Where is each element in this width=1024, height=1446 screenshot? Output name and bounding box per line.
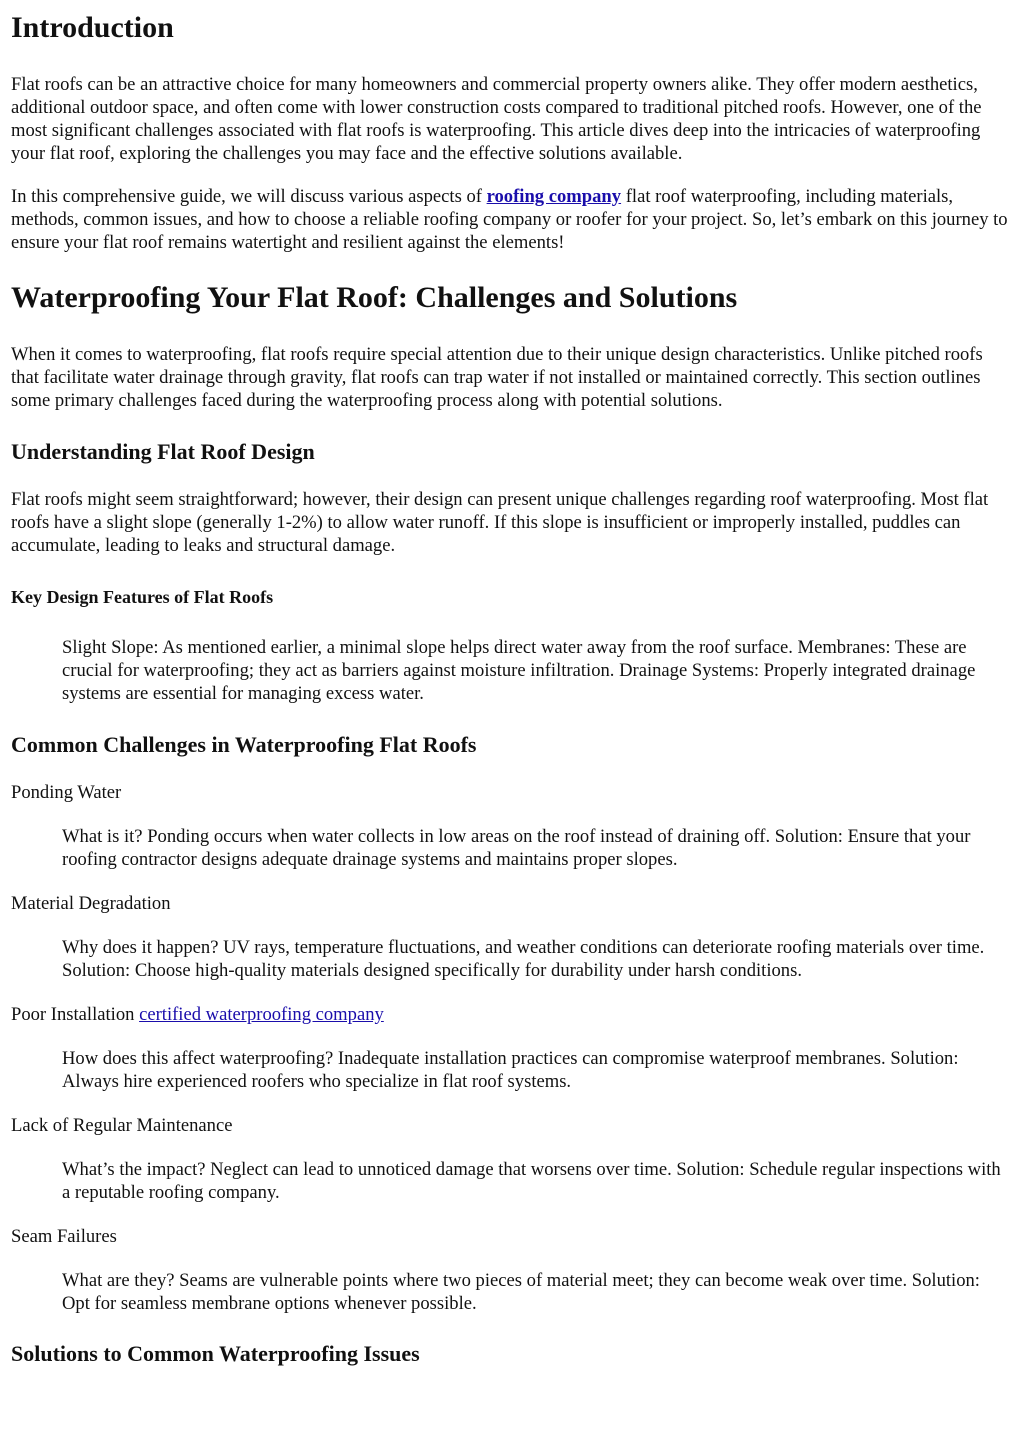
challenge-text-installation: How does this affect waterproofing? Inadequate installation practices can compromise waterproof membranes. Solution: Always hire experienced roofers who specialize in flat roof systems.	[62, 1048, 959, 1092]
challenge-text-ponding: What is it? Ponding occurs when water collects in low areas on the roof instead of draining off. Solution: Ensure that your roofing contractor designs adequate drainage systems and maintains proper slopes.	[62, 826, 971, 870]
intro-p2-text-before: In this comprehensive guide, we will discuss various aspects of	[11, 186, 487, 207]
roofing-company-link[interactable]: roofing company	[486, 186, 622, 207]
challenge-title-ponding: Ponding Water	[11, 782, 122, 803]
challenge-title-maintenance: Lack of Regular Maintenance	[11, 1115, 233, 1136]
challenge-text-degradation: Why does it happen? UV rays, temperature fluctuations, and weather conditions can deteriorate roofing materials over time. Solution: Choose high-quality materials designed specifically for durability under harsh conditions.	[62, 937, 985, 981]
challenges-heading: Common Challenges in Waterproofing Flat Roofs	[11, 732, 477, 757]
main-heading: Waterproofing Your Flat Roof: Challenges and Solutions	[11, 281, 738, 314]
main-paragraph: When it comes to waterproofing, flat roofs require special attention due to their unique design characteristics. Unlike pitched roofs that facilitate water drainage through gravity, flat roofs can trap water if not installed or maintained correctly. This section outlines some primary challenges faced during the waterproofing process along with potential solutions.	[11, 344, 983, 411]
challenge-text-seams: What are they? Seams are vulnerable points where two pieces of material meet; they can become weak over time. Solution: Opt for seamless membrane options whenever possible.	[62, 1270, 980, 1314]
challenge-text-maintenance: What’s the impact? Neglect can lead to unnoticed damage that worsens over time. Solution: Schedule regular inspections with a reputable roofing company.	[62, 1159, 1001, 1203]
intro-paragraph-1: Flat roofs can be an attractive choice for many homeowners and commercial property owners alike. They offer modern aesthetics, additional outdoor space, and often come with lower construction costs compared to traditional pitched roofs. However, one of the most significant challenges associated with flat roofs is waterproofing. This article dives deep into the intricacies of waterproofing your flat roof, exploring the challenges you may face and the effective solutions available.	[11, 74, 982, 164]
challenge-title-installation	[11, 1003, 1012, 1026]
features-text: Slight Slope: As mentioned earlier, a minimal slope helps direct water away from the roof surface. Membranes: These are crucial for waterproofing; they act as barriers against moisture infiltration. Drainage Systems: Properly integrated drainage systems are essential for managing excess water.	[62, 637, 976, 704]
challenge-title-installation-label: Poor Installation	[11, 1004, 140, 1025]
certified-waterproofing-company-link[interactable]: certified waterproofing company	[139, 1004, 384, 1025]
intro-paragraph-2	[11, 185, 1012, 254]
challenge-title-degradation: Material Degradation	[11, 893, 171, 914]
intro-p2-text-after: flat roof waterproofing, including materials, methods, common issues, and how to choose a reliable roofing company or roofer for your project. So, let’s embark on this journey to ensure your flat roof remains watertight and resilient against the elements!	[11, 186, 1008, 253]
solutions-heading: Solutions to Common Waterproofing Issues	[11, 1341, 420, 1366]
intro-heading: Introduction	[11, 11, 174, 44]
design-paragraph: Flat roofs might seem straightforward; however, their design can present unique challenges regarding roof waterproofing. Most flat roofs have a slight slope (generally 1-2%) to allow water runoff. If this slope is insufficient or improperly installed, puddles can accumulate, leading to leaks and structural damage.	[11, 489, 989, 556]
challenge-title-seams: Seam Failures	[11, 1226, 117, 1247]
features-heading: Key Design Features of Flat Roofs	[11, 587, 274, 607]
design-heading: Understanding Flat Roof Design	[11, 439, 315, 464]
